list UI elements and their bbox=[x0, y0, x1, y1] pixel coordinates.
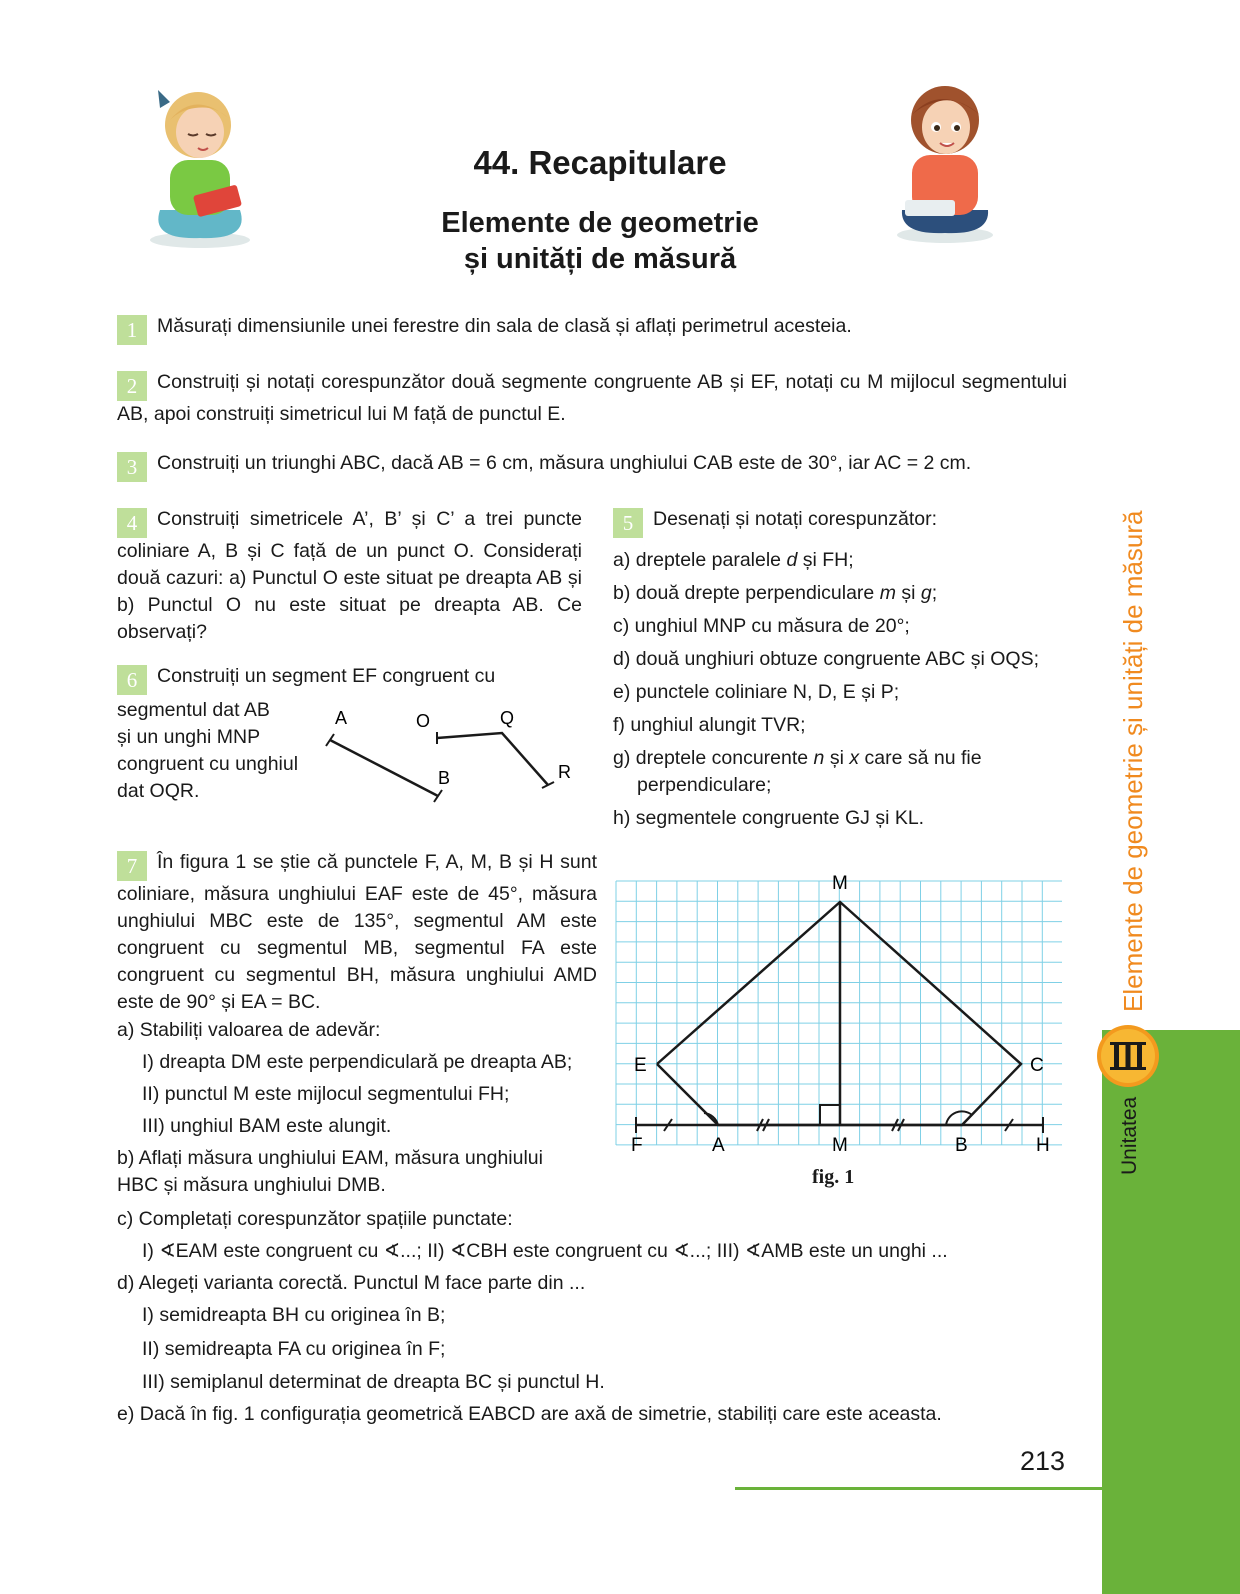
exercise-7-a: a) Stabiliți valoarea de adevăr: bbox=[117, 1019, 381, 1041]
label-M-top: M bbox=[832, 873, 848, 894]
label-A: A bbox=[335, 710, 348, 728]
figure-caption: fig. 1 bbox=[812, 1166, 855, 1188]
label-A: A bbox=[712, 1135, 725, 1156]
exercise-5 bbox=[613, 506, 1073, 538]
exercise-7-e: e) Dacă în fig. 1 configurația geometrică EABCD are axă de simetrie, stabiliți care este aceasta. bbox=[117, 1403, 942, 1425]
page-number: 213 bbox=[1020, 1446, 1066, 1476]
exercise-2 bbox=[117, 369, 1067, 428]
exercise-6-line-4: congruent cu unghiul bbox=[117, 753, 299, 775]
exercise-3 bbox=[117, 450, 1067, 482]
girl-reading-illustration-left bbox=[140, 80, 260, 250]
exercise-5-item-b: b) două drepte perpendiculare m și g; bbox=[613, 582, 938, 604]
exercise-6-line-5: dat OQR. bbox=[117, 780, 200, 802]
subtitle-line-1: Elemente de geometrie bbox=[441, 207, 759, 239]
sidebar-unit-label: Unitatea bbox=[1118, 1096, 1141, 1175]
exercise-5-item-a: a) dreptele paralele d și FH; bbox=[613, 549, 854, 571]
exercise-6-line-1: 6 Construiți un segment EF congruent cu bbox=[117, 663, 495, 695]
label-F: F bbox=[631, 1135, 643, 1156]
exercise-5-item-d: d) două unghiuri obtuze congruente ABC și OQS; bbox=[613, 648, 1040, 670]
label-O: O bbox=[416, 711, 431, 731]
exercise-7-b-2: HBC și măsura unghiului DMB. bbox=[117, 1174, 386, 1196]
exercise-5-item-e: e) punctele coliniare N, D, E și P; bbox=[613, 681, 900, 703]
exercise-text: Măsurați dimensiunile unei ferestre din sala de clasă și aflați perimetrul acesteia. bbox=[157, 315, 852, 337]
exercise-4 bbox=[117, 506, 582, 646]
label-M: M bbox=[832, 1135, 848, 1156]
exercise-text: Construiți simetricele A’, B’ și C’ a trei puncte coliniare A, B și C față de un punct O. Considerați două cazuri: a) Punctul O este situat pe dreapta AB și b) Punctul O nu este situat pe dreapta AB. Ce observați? bbox=[117, 508, 582, 643]
exercise-number: 6 bbox=[117, 665, 147, 695]
figure-1-grid-diagram bbox=[600, 865, 1080, 1165]
exercise-7-c: c) Completați corespunzător spațiile punctate: bbox=[117, 1208, 513, 1230]
exercise-5-item-f: f) unghiul alungit TVR; bbox=[613, 714, 806, 736]
exercise-number: 1 bbox=[117, 315, 147, 345]
exercise-6-figure bbox=[320, 710, 590, 820]
label-Q: Q bbox=[500, 710, 515, 728]
exercise-5-item-g: g) dreptele concurente n și x care să nu fie bbox=[613, 747, 982, 769]
label-R: R bbox=[558, 762, 571, 782]
exercise-7 bbox=[117, 849, 597, 1016]
exercise-text: În figura 1 se știe că punctele F, A, M, B și H sunt coliniare, măsura unghiului EAF este de 45°, măsura unghiului MBC este de 135°, segmentul AM este congruent cu segmentul MB, segmentul FA este congruent cu segmentul BH, măsura unghiului AMD este de 90° și EA = BC. bbox=[117, 851, 597, 1013]
label-E: E bbox=[634, 1055, 647, 1076]
exercise-7-a-1: I) dreapta DM este perpendiculară pe dreapta AB; bbox=[142, 1051, 573, 1073]
label-B: B bbox=[955, 1135, 968, 1156]
girl-writing-illustration-right bbox=[890, 75, 1000, 245]
exercise-7-d: d) Alegeți varianta corectă. Punctul M face parte din ... bbox=[117, 1272, 586, 1294]
sidebar-unit-title: Elemente de geometrie și unități de măsură bbox=[1118, 510, 1148, 1012]
segment-AB bbox=[330, 740, 438, 796]
label-B: B bbox=[438, 768, 451, 788]
exercise-number: 4 bbox=[117, 508, 147, 538]
exercise-7-d-3: III) semiplanul determinat de dreapta BC și punctul H. bbox=[142, 1371, 605, 1393]
exercise-7-c-1: I) ∢EAM este congruent cu ∢...; II) ∢CBH este congruent cu ∢...; III) ∢AMB este un unghi ... bbox=[142, 1240, 948, 1262]
exercise-1 bbox=[117, 313, 1067, 345]
exercise-7-b-1: b) Aflați măsura unghiului EAM, măsura unghiului bbox=[117, 1147, 543, 1169]
page-subtitle bbox=[390, 205, 810, 277]
exercise-6-line-3: și un unghi MNP bbox=[117, 726, 261, 748]
unit-number-badge-icon bbox=[1095, 1023, 1161, 1089]
label-C: C bbox=[1030, 1055, 1044, 1076]
exercise-7-d-1: I) semidreapta BH cu originea în B; bbox=[142, 1304, 446, 1326]
page-title: 44. Recapitulare bbox=[473, 144, 727, 181]
angle-OQR bbox=[437, 733, 548, 785]
subtitle-line-2: și unități de măsură bbox=[463, 243, 737, 275]
exercise-6-line-2: segmentul dat AB bbox=[117, 699, 270, 721]
exercise-7-d-2: II) semidreapta FA cu originea în F; bbox=[142, 1338, 446, 1360]
exercise-5-item-c: c) unghiul MNP cu măsura de 20°; bbox=[613, 615, 910, 637]
exercise-number: 7 bbox=[117, 851, 147, 881]
exercise-number: 5 bbox=[613, 508, 643, 538]
exercise-number: 2 bbox=[117, 371, 147, 401]
exercise-text: Construiți un triunghi ABC, dacă AB = 6 cm, măsura unghiului CAB este de 30°, iar AC = 2 cm. bbox=[157, 452, 972, 474]
exercise-5-item-g-cont: perpendiculare; bbox=[637, 774, 772, 796]
exercise-text: Construiți și notați corespunzător două segmente congruente AB și EF, notați cu M mijlocul segmentului AB, apoi construiți simetricul lui M față de punctul E. bbox=[117, 371, 1067, 425]
exercise-text: Desenați și notați corespunzător: bbox=[653, 508, 937, 530]
right-angle-mark bbox=[820, 1105, 840, 1125]
exercise-7-a-2: II) punctul M este mijlocul segmentului FH; bbox=[142, 1083, 510, 1105]
label-H: H bbox=[1036, 1135, 1050, 1156]
exercise-5-item-h: h) segmentele congruente GJ și KL. bbox=[613, 807, 925, 829]
footer-divider bbox=[735, 1487, 1102, 1490]
exercise-number: 3 bbox=[117, 452, 147, 482]
exercise-7-a-3: III) unghiul BAM este alungit. bbox=[142, 1115, 392, 1137]
